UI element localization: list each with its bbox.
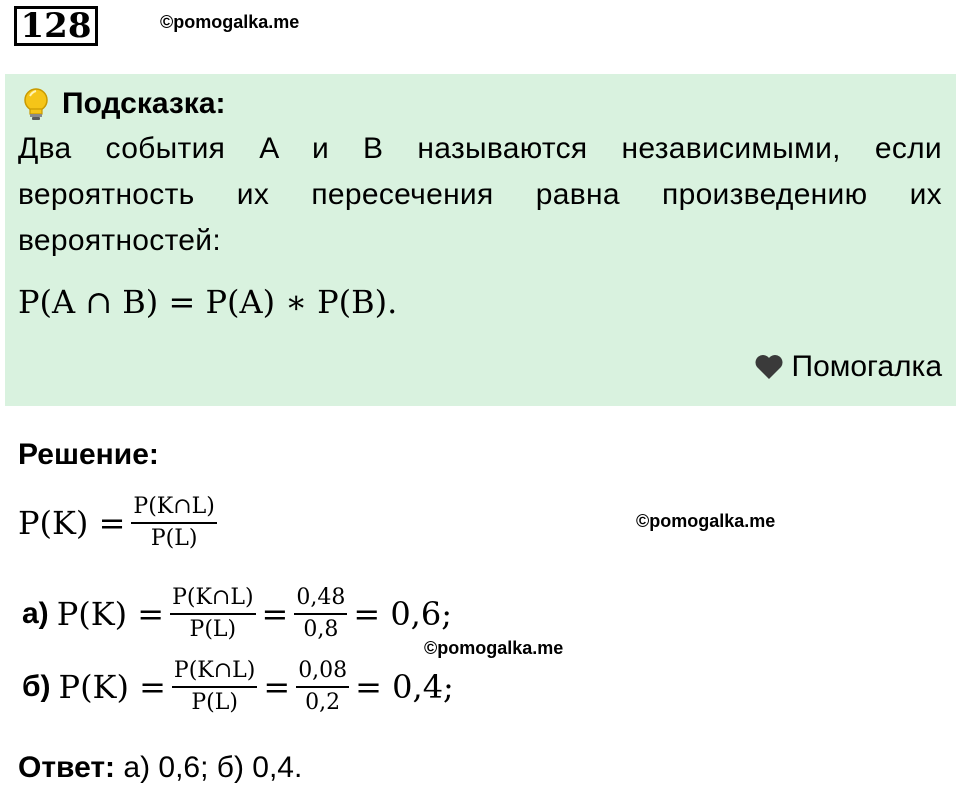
hint-text: Два события A и B называются независимыми, если вероятность их пересечения равна произведению их вероятностей: [18,132,942,257]
fraction-numerator: P(K∩L) [170,585,255,615]
answer-label: Ответ: [18,751,116,784]
equals-sign: = [261,595,289,633]
fraction-numerator: P(K∩L) [131,494,216,524]
solution-item-a [22,585,452,643]
item-fraction-numeric [296,658,349,716]
heart-icon [754,354,784,380]
brand [754,349,943,385]
solution-title: Решение: [18,438,159,471]
equals-sign: = [263,668,291,706]
definition-fraction [131,494,216,552]
hint-title [18,86,226,122]
item-fraction-numeric [294,585,347,643]
brand-label: Помогалка [791,350,942,383]
solution-item-b [22,658,454,716]
answer [18,750,302,786]
fraction-numerator: 0,48 [294,585,347,615]
hint-formula: P(A ∩ B) = P(A) ∗ P(B). [18,283,398,321]
item-label: а) [22,597,49,630]
fraction-denominator: 0,2 [305,690,341,715]
task-number: 128 [14,6,98,46]
fraction-denominator: 0,8 [303,617,339,642]
watermark: ©pomogalka.me [160,12,300,32]
item-fraction-symbolic [170,585,255,643]
fraction-numerator: 0,08 [296,658,349,688]
item-result: = 0,6; [353,595,452,633]
fraction-denominator: P(L) [191,690,238,715]
definition-formula [18,494,223,552]
answer-text: а) 0,6; б) 0,4. [115,751,303,784]
watermark: ©pomogalka.me [424,638,564,658]
fraction-denominator: P(L) [189,617,237,642]
item-result: = 0,4; [355,668,454,706]
watermark: ©pomogalka.me [636,511,776,531]
lightbulb-icon [18,86,54,122]
item-lhs: P(K) = [58,668,166,706]
hint-title-text: Подсказка: [62,87,226,120]
item-label: б) [22,670,51,703]
item-lhs: P(K) = [56,595,165,633]
fraction-denominator: P(L) [150,526,198,551]
item-fraction-symbolic [172,658,257,716]
fraction-numerator: P(K∩L) [172,658,257,688]
definition-lhs: P(K) = [18,504,126,542]
